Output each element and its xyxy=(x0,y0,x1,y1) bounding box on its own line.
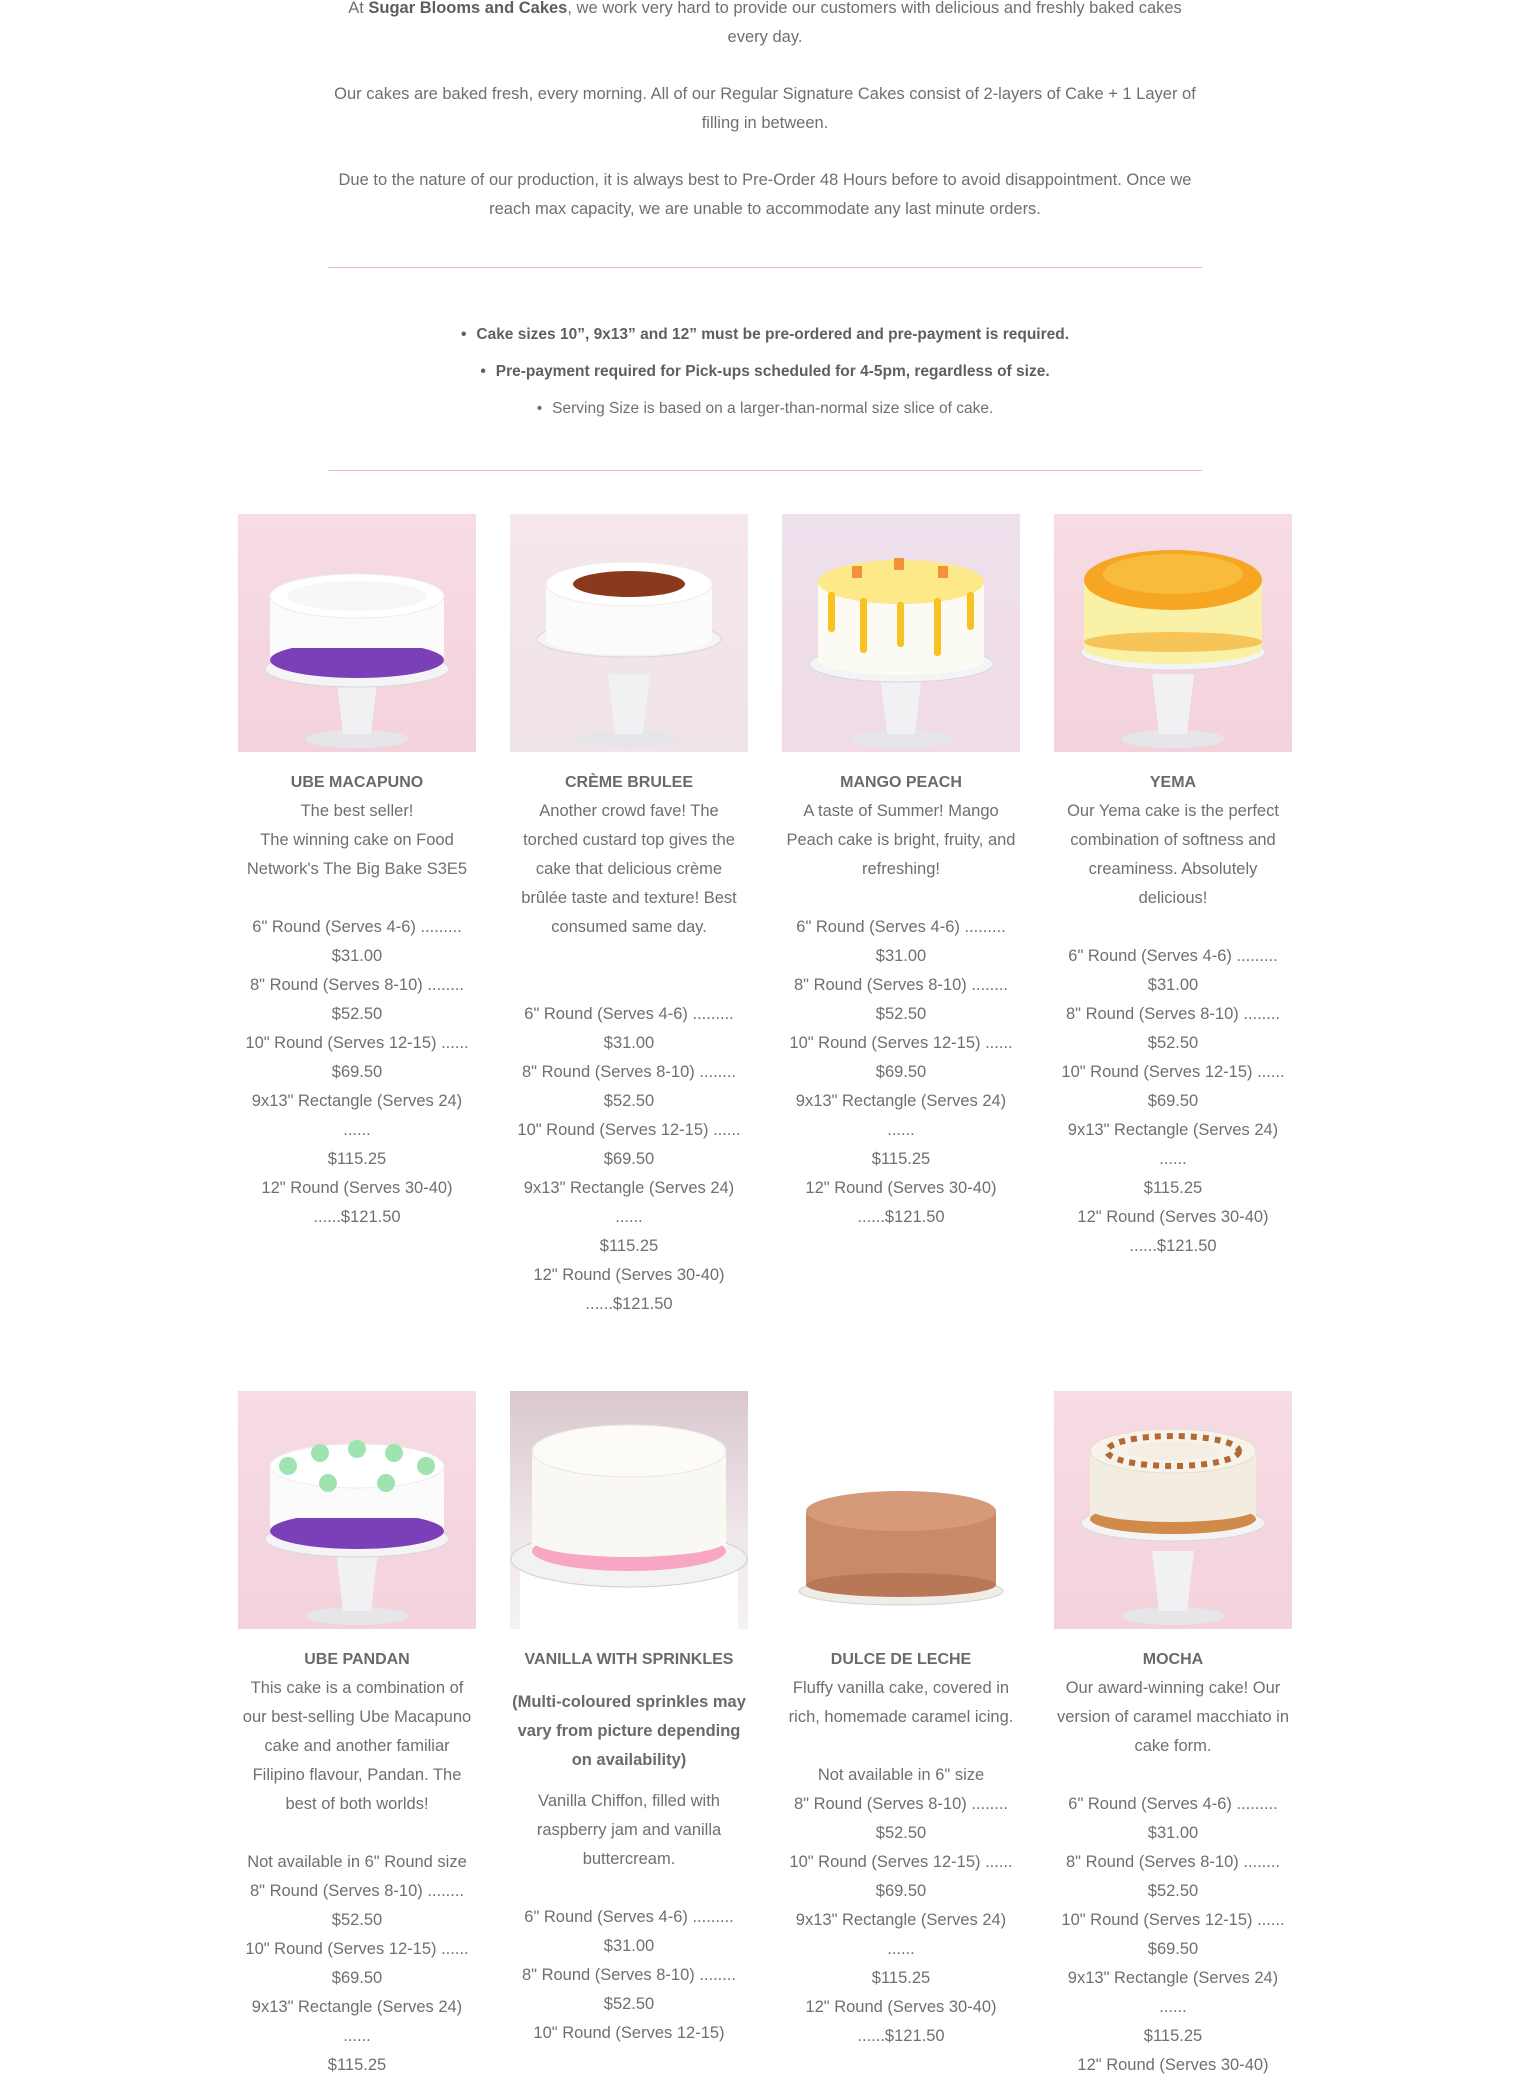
price-line: 6" Round (Serves 4-6) ......... $31.00 xyxy=(796,918,1006,965)
cake-card-ube-macapuno xyxy=(238,514,476,1319)
cake-name: UBE PANDAN xyxy=(304,1651,410,1668)
price-line: 9x13" Rectangle (Serves 24) ...... $115.25 xyxy=(251,1998,463,2074)
cake-description: Our Yema cake is the perfect combination of softness and creaminess. Absolutely delicious! xyxy=(1067,802,1279,907)
price-line: 8" Round (Serves 8-10) ........ $52.50 xyxy=(793,1795,1009,1842)
vanilla-sprinkles-cake-image xyxy=(510,1391,748,1629)
brand-name: Sugar Blooms and Cakes xyxy=(368,0,568,17)
price-line: 9x13" Rectangle (Serves 24) ...... $115.25 xyxy=(523,1179,735,1255)
price-line: Not available in 6" Round size xyxy=(247,1853,467,1871)
mango-peach-cake-image xyxy=(782,514,1020,752)
intro-text xyxy=(330,0,1200,252)
price-line: 12" Round (Serves 30-40) ......$121.50 xyxy=(805,1179,997,1226)
price-line: 8" Round (Serves 8-10) ........ $52.50 xyxy=(793,976,1009,1023)
ube-pandan-cake-image xyxy=(238,1391,476,1629)
price-line: 12" Round (Serves 30-40) ......$121.50 xyxy=(533,1266,725,1313)
intro-suffix: , we work very hard to provide our customers with delicious and freshly baked cakes every day. xyxy=(567,0,1182,46)
intro-prefix: At xyxy=(348,0,369,17)
price-line: 6" Round (Serves 4-6) ......... $31.00 xyxy=(252,918,462,965)
ube-macapuno-cake-image xyxy=(238,514,476,752)
price-line: 6" Round (Serves 4-6) ......... $31.00 xyxy=(524,1908,734,1955)
cake-name: VANILLA WITH SPRINKLES xyxy=(524,1651,734,1668)
cake-description: Another crowd fave! The torched custard top gives the cake that delicious crème brûlée taste and texture! Best consumed same day. xyxy=(521,802,737,936)
cake-grid-row-1 xyxy=(238,514,1293,1319)
creme-brulee-cake-image xyxy=(510,514,748,752)
sprinkles-note: (Multi-coloured sprinkles may vary from picture depending on availability) xyxy=(512,1693,746,1769)
cake-card-ube-pandan xyxy=(238,1391,476,2080)
price-line: 12" Round (Serves 30-40) ......$121.50 xyxy=(261,1179,453,1226)
cake-description: Fluffy vanilla cake, covered in rich, homemade caramel icing. xyxy=(788,1679,1014,1726)
cake-photo[interactable] xyxy=(1054,1391,1292,1629)
yema-cake-image xyxy=(1054,514,1292,752)
price-line: 10" Round (Serves 12-15) ...... $69.50 xyxy=(1061,1911,1285,1958)
cake-photo[interactable] xyxy=(782,514,1020,752)
cake-description: The best seller! The winning cake on Food Network's The Big Bake S3E5 xyxy=(246,802,468,878)
cake-photo[interactable] xyxy=(238,1391,476,1629)
cake-name: UBE MACAPUNO xyxy=(290,774,424,791)
order-note: • Pre-payment required for Pick-ups scheduled for 4-5pm, regardless of size. xyxy=(328,353,1202,390)
cake-photo[interactable] xyxy=(782,1391,1020,1629)
divider-top xyxy=(328,267,1202,268)
cake-photo[interactable] xyxy=(510,1391,748,1629)
cake-card-mango-peach xyxy=(782,514,1020,1319)
cake-description: A taste of Summer! Mango Peach cake is bright, fruity, and refreshing! xyxy=(786,802,1016,878)
price-line: 12" Round (Serves 30-40) xyxy=(1077,2056,1269,2074)
price-line: 10" Round (Serves 12-15) ...... $69.50 xyxy=(789,1034,1013,1081)
divider-bottom xyxy=(328,470,1202,471)
price-line: 9x13" Rectangle (Serves 24) ...... $115.25 xyxy=(1067,1969,1279,2045)
cake-photo[interactable] xyxy=(510,514,748,752)
cake-name: DULCE DE LECHE xyxy=(830,1651,972,1668)
price-line: 8" Round (Serves 8-10) ........ $52.50 xyxy=(249,976,465,1023)
dulce-de-leche-cake-image xyxy=(782,1391,1020,1629)
price-line: 9x13" Rectangle (Serves 24) ...... $115.25 xyxy=(795,1911,1007,1987)
cake-grid-row-2 xyxy=(238,1391,1293,2080)
order-notes-list xyxy=(328,316,1202,427)
price-line: 12" Round (Serves 30-40) ......$121.50 xyxy=(805,1998,997,2045)
cake-card-creme-brulee xyxy=(510,514,748,1319)
price-line: 10" Round (Serves 12-15) ...... $69.50 xyxy=(1061,1063,1285,1110)
cake-card-yema xyxy=(1054,514,1292,1319)
cake-name: YEMA xyxy=(1149,774,1197,791)
price-line: 10" Round (Serves 12-15) ...... $69.50 xyxy=(245,1940,469,1987)
cake-card-dulce-de-leche xyxy=(782,1391,1020,2080)
price-line: Not available in 6" size xyxy=(817,1766,985,1784)
mocha-cake-image xyxy=(1054,1391,1292,1629)
cake-card-vanilla-with-sprinkles xyxy=(510,1391,748,2080)
cake-name: MANGO PEACH xyxy=(840,774,962,791)
price-line: 10" Round (Serves 12-15) xyxy=(533,2024,725,2042)
cake-card-mocha xyxy=(1054,1391,1292,2080)
cake-name: CRÈME BRULEE xyxy=(564,774,693,791)
price-line: 8" Round (Serves 8-10) ........ $52.50 xyxy=(249,1882,465,1929)
price-line: 6" Round (Serves 4-6) ......... $31.00 xyxy=(1068,1795,1278,1842)
intro-paragraph-1 xyxy=(330,0,1200,52)
intro-paragraph-2: Our cakes are baked fresh, every morning. All of our Regular Signature Cakes consist of 2-layers of Cake + 1 Layer of filling in between. xyxy=(334,85,1196,132)
cake-photo[interactable] xyxy=(238,514,476,752)
cake-description: Vanilla Chiffon, filled with raspberry jam and vanilla buttercream. xyxy=(536,1792,722,1868)
price-line: 12" Round (Serves 30-40) ......$121.50 xyxy=(1077,1208,1269,1255)
price-line: 10" Round (Serves 12-15) ...... $69.50 xyxy=(517,1121,741,1168)
order-note: • Cake sizes 10”, 9x13” and 12” must be pre-ordered and pre-payment is required. xyxy=(328,316,1202,353)
price-line: 8" Round (Serves 8-10) ........ $52.50 xyxy=(521,1966,737,2013)
price-line: 9x13" Rectangle (Serves 24) ...... $115.25 xyxy=(1067,1121,1279,1197)
price-line: 9x13" Rectangle (Serves 24) ...... $115.25 xyxy=(251,1092,463,1168)
price-line: 8" Round (Serves 8-10) ........ $52.50 xyxy=(1065,1853,1281,1900)
price-line: 10" Round (Serves 12-15) ...... $69.50 xyxy=(789,1853,1013,1900)
price-line: 8" Round (Serves 8-10) ........ $52.50 xyxy=(521,1063,737,1110)
price-line: 8" Round (Serves 8-10) ........ $52.50 xyxy=(1065,1005,1281,1052)
cake-description: This cake is a combination of our best-selling Ube Macapuno cake and another familiar Filipino flavour, Pandan. The best of both worlds! xyxy=(242,1679,472,1813)
price-line: 6" Round (Serves 4-6) ......... $31.00 xyxy=(524,1005,734,1052)
price-line: 10" Round (Serves 12-15) ...... $69.50 xyxy=(245,1034,469,1081)
order-note: • Serving Size is based on a larger-than-normal size slice of cake. xyxy=(328,390,1202,427)
cake-description: Our award-winning cake! Our version of caramel macchiato in cake form. xyxy=(1056,1679,1289,1755)
cake-photo[interactable] xyxy=(1054,514,1292,752)
intro-paragraph-3: Due to the nature of our production, it is always best to Pre-Order 48 Hours before to avoid disappointment. Once we reach max capacity, we are unable to accommodate any last minute orders. xyxy=(338,171,1192,218)
price-line: 9x13" Rectangle (Serves 24) ...... $115.25 xyxy=(795,1092,1007,1168)
cake-name: MOCHA xyxy=(1142,1651,1204,1668)
price-line: 6" Round (Serves 4-6) ......... $31.00 xyxy=(1068,947,1278,994)
